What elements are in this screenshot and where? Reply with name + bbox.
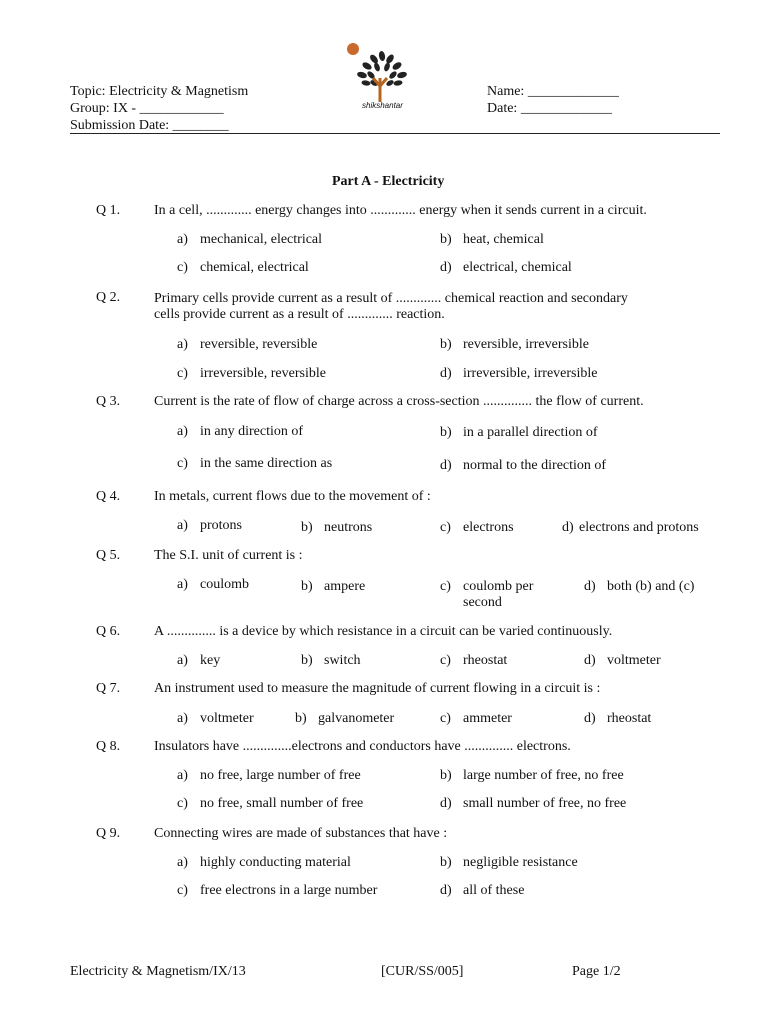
option-text: reversible, irreversible (463, 337, 589, 352)
date-label: Date: _____________ (487, 101, 612, 116)
option-label: c) (177, 796, 188, 811)
footer-left: Electricity & Magnetism/IX/13 (70, 964, 246, 979)
school-logo (344, 42, 414, 112)
tree-logo-icon (344, 42, 414, 104)
option-label: c) (177, 260, 188, 275)
option-text: no free, small number of free (200, 796, 364, 811)
option-label: c) (177, 883, 188, 898)
question-number: Q 2. (96, 290, 121, 305)
option-text: irreversible, irreversible (463, 366, 598, 381)
option-label: b) (440, 232, 452, 247)
option-text: no free, large number of free (200, 768, 361, 783)
option-text: protons (200, 518, 242, 533)
group-label: Group: IX - ____________ (70, 101, 224, 116)
option-text: electrons (463, 520, 514, 535)
option-text: coulomb per (463, 579, 534, 594)
question-number: Q 4. (96, 489, 121, 504)
option-label: c) (177, 456, 188, 471)
option-text: negligible resistance (463, 855, 578, 870)
option-label: b) (440, 425, 452, 440)
option-label: a) (177, 232, 188, 247)
option-text: mechanical, electrical (200, 232, 323, 247)
option-text: electrical, chemical (463, 260, 572, 275)
option-text: reversible, reversible (200, 337, 318, 352)
question-text: A .............. is a device by which resistance in a circuit can be varied continuously. (154, 624, 613, 639)
question-text: The S.I. unit of current is : (154, 548, 303, 563)
question-number: Q 5. (96, 548, 121, 563)
option-label: b) (301, 520, 313, 535)
option-label: a) (177, 711, 188, 726)
option-label: c) (440, 520, 451, 535)
option-text-line2: second (463, 595, 502, 610)
option-label: b) (440, 768, 452, 783)
question-text: Primary cells provide current as a result of ............. chemical reaction and secondary (154, 291, 628, 306)
option-text: coulomb (200, 577, 249, 592)
option-label: d) (440, 883, 452, 898)
option-label: b) (440, 337, 452, 352)
option-label: a) (177, 577, 188, 592)
header-divider (70, 133, 720, 134)
option-label: d) (584, 579, 596, 594)
option-label: a) (177, 653, 188, 668)
option-text: irreversible, reversible (200, 366, 326, 381)
option-label: a) (177, 424, 188, 439)
option-label: b) (440, 855, 452, 870)
option-label: d) (562, 520, 574, 535)
question-number: Q 9. (96, 826, 121, 841)
option-label: b) (301, 579, 313, 594)
option-text: in the same direction as (200, 456, 333, 471)
question-number: Q 7. (96, 681, 121, 696)
option-label: d) (440, 796, 452, 811)
question-number: Q 1. (96, 203, 121, 218)
question-text: Insulators have ..............electrons and conductors have .............. electrons. (154, 739, 571, 754)
option-text: ammeter (463, 711, 512, 726)
question-number: Q 6. (96, 624, 121, 639)
option-text: ampere (324, 579, 366, 594)
option-label: d) (440, 260, 452, 275)
question-number: Q 3. (96, 394, 121, 409)
option-label: c) (440, 711, 451, 726)
option-label: d) (584, 653, 596, 668)
option-label: d) (584, 711, 596, 726)
option-text: rheostat (607, 711, 652, 726)
option-label: d) (440, 458, 452, 473)
question-number: Q 8. (96, 739, 121, 754)
option-text: voltmeter (607, 653, 661, 668)
question-text: In a cell, ............. energy changes into ............. energy when it sends current in a circuit. (154, 203, 647, 218)
option-label: a) (177, 518, 188, 533)
option-text: in a parallel direction of (463, 425, 598, 440)
logo-brand-text: shikshantar (362, 101, 403, 110)
option-text: chemical, electrical (200, 260, 309, 275)
footer-code: [CUR/SS/005] (381, 964, 464, 979)
question-text: Connecting wires are made of substances that have : (154, 826, 448, 841)
option-label: b) (295, 711, 307, 726)
page-number: Page 1/2 (572, 964, 621, 979)
option-text: voltmeter (200, 711, 254, 726)
option-text: key (200, 653, 221, 668)
option-label: d) (440, 366, 452, 381)
option-text: switch (324, 653, 361, 668)
option-text: rheostat (463, 653, 508, 668)
option-text: both (b) and (c) (607, 579, 695, 594)
submission-date-label: Submission Date: ________ (70, 118, 229, 133)
question-text: Current is the rate of flow of charge across a cross-section .............. the flow of current. (154, 394, 644, 409)
option-label: c) (440, 579, 451, 594)
option-label: c) (440, 653, 451, 668)
option-text: neutrons (324, 520, 373, 535)
option-text: small number of free, no free (463, 796, 627, 811)
name-label: Name: _____________ (487, 84, 619, 99)
topic-label: Topic: Electricity & Magnetism (70, 84, 249, 99)
part-title: Part A - Electricity (332, 174, 445, 189)
option-text: highly conducting material (200, 855, 351, 870)
option-text: heat, chemical (463, 232, 544, 247)
option-label: a) (177, 768, 188, 783)
option-text: galvanometer (318, 711, 395, 726)
question-text-line2: cells provide current as a result of ............. reaction. (154, 307, 445, 322)
option-label: a) (177, 337, 188, 352)
option-label: b) (301, 653, 313, 668)
option-text: in any direction of (200, 424, 304, 439)
option-text: normal to the direction of (463, 458, 607, 473)
option-label: c) (177, 366, 188, 381)
question-text: In metals, current flows due to the movement of : (154, 489, 431, 504)
option-label: a) (177, 855, 188, 870)
question-text: An instrument used to measure the magnitude of current flowing in a circuit is : (154, 681, 601, 696)
option-text: all of these (463, 883, 525, 898)
option-text: large number of free, no free (463, 768, 624, 783)
option-text: electrons and protons (579, 520, 699, 535)
option-text: free electrons in a large number (200, 883, 378, 898)
